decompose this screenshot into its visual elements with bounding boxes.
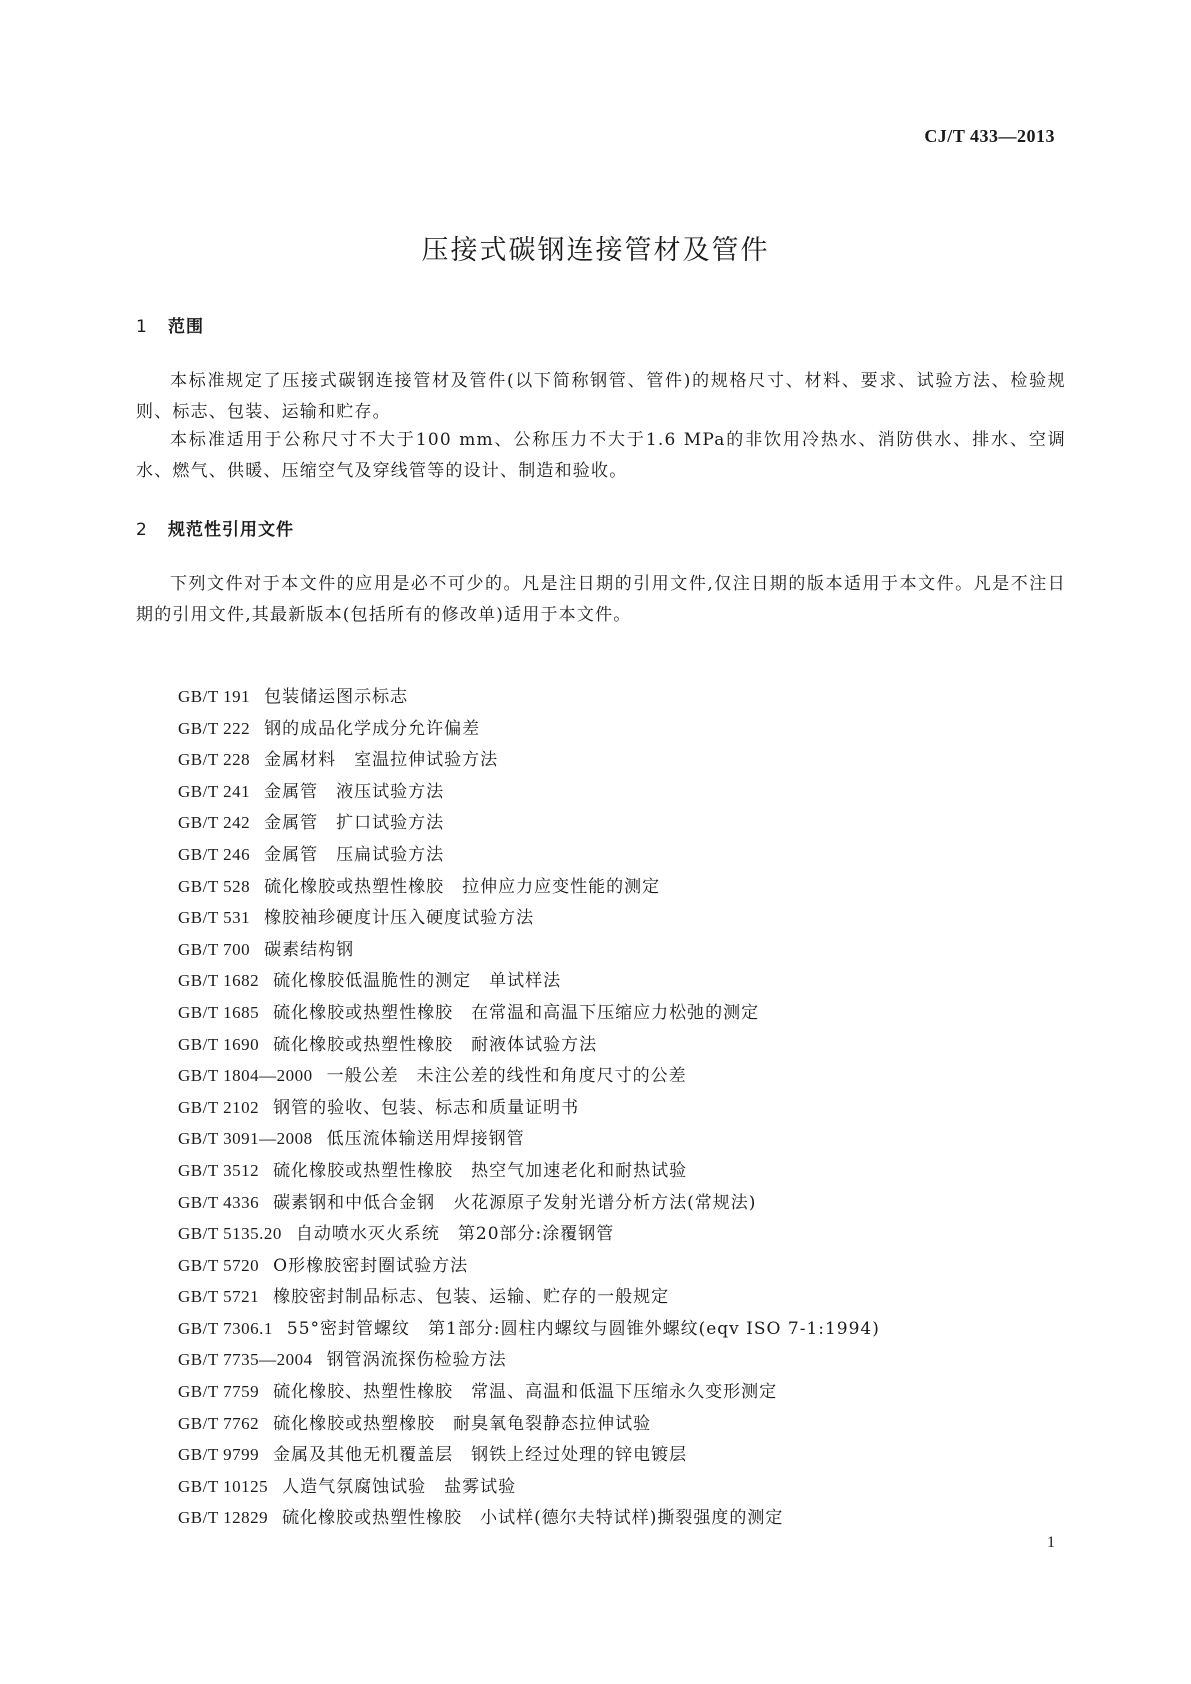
reference-item: [178, 1187, 880, 1219]
reference-code: GB/T 3091—2008: [178, 1129, 313, 1149]
reference-title: 硫化橡胶或热塑性橡胶 耐液体试验方法: [273, 1034, 598, 1055]
reference-code: GB/T 12829: [178, 1508, 269, 1528]
reference-item: [178, 1218, 880, 1250]
reference-code: GB/T 191: [178, 687, 251, 706]
reference-title: 钢的成品化学成分允许偏差: [264, 718, 481, 739]
reference-title: 金属管 压扁试验方法: [264, 844, 445, 865]
reference-code: GB/T 3512: [178, 1160, 260, 1180]
reference-code: GB/T 7759: [178, 1382, 260, 1402]
reference-title: 金属管 扩口试验方法: [264, 813, 445, 834]
reference-title: 低压流体输送用焊接钢管: [326, 1129, 525, 1150]
reference-item: [178, 965, 880, 997]
section-number: 1: [136, 317, 148, 337]
section-title: 规范性引用文件: [168, 520, 294, 540]
normative-references-intro: 下列文件对于本文件的应用是必不可少的。凡是注日期的引用文件,仅注日期的版本适用于本文件。凡是不注日期的引用文件,其最新版本(包括所有的修改单)适用于本文件。: [136, 574, 1066, 625]
section-1-heading: [136, 312, 204, 337]
reference-item: [178, 1313, 880, 1345]
reference-code: GB/T 241: [178, 781, 251, 801]
reference-code: GB/T 700: [178, 939, 251, 959]
reference-item: [178, 871, 880, 903]
reference-item: [178, 1029, 880, 1061]
section-number: 2: [136, 520, 148, 540]
scope-paragraph-1: 本标准规定了压接式碳钢连接管材及管件(以下简称钢管、管件)的规格尺寸、材料、要求、试验方法、检验规则、标志、包装、运输和贮存。: [136, 371, 1066, 422]
reference-item: [178, 713, 880, 745]
reference-code: GB/T 5720: [178, 1255, 260, 1275]
reference-title: 人造气氛腐蚀试验 盐雾试验: [282, 1476, 517, 1497]
reference-code: GB/T 4336: [178, 1192, 260, 1212]
reference-item: [178, 744, 880, 776]
reference-item: [178, 839, 880, 871]
reference-item: [178, 1408, 880, 1440]
reference-code: GB/T 2102: [178, 1097, 260, 1117]
reference-code: GB/T 1685: [178, 1002, 260, 1022]
reference-title: 包装储运图示标志: [264, 687, 409, 707]
document-title: 压接式碳钢连接管材及管件: [421, 235, 770, 266]
reference-item: [178, 1155, 880, 1187]
reference-item: [178, 934, 880, 966]
reference-title: 硫化橡胶或热塑橡胶 耐臭氧龟裂静态拉伸试验: [273, 1413, 652, 1434]
reference-item: [178, 902, 880, 934]
reference-title: 55°密封管螺纹 第1部分:圆柱内螺纹与圆锥外螺纹(eqv ISO 7-1:1994): [286, 1318, 880, 1339]
reference-code: GB/T 1690: [178, 1034, 260, 1054]
reference-item: [178, 1502, 880, 1534]
reference-code: GB/T 7306.1: [178, 1318, 273, 1338]
reference-item: [178, 681, 880, 713]
reference-code: GB/T 531: [178, 908, 251, 928]
reference-code: GB/T 7735—2004: [178, 1350, 313, 1370]
reference-title: 碳素结构钢: [264, 939, 355, 960]
reference-item: [178, 1376, 880, 1408]
reference-title: 一般公差 未注公差的线性和角度尺寸的公差: [326, 1066, 687, 1087]
reference-item: [178, 1060, 880, 1092]
reference-item: [178, 1471, 880, 1503]
reference-title: 硫化橡胶或热塑性橡胶 拉伸应力应变性能的测定: [264, 876, 661, 897]
section-2-heading: [136, 515, 294, 540]
reference-title: 硫化橡胶、热塑性橡胶 常温、高温和低温下压缩永久变形测定: [273, 1382, 778, 1403]
reference-title: 金属材料 室温拉伸试验方法: [264, 750, 499, 771]
reference-title: 金属及其他无机覆盖层 钢铁上经过处理的锌电镀层: [273, 1445, 688, 1466]
reference-title: 硫化橡胶或热塑性橡胶 小试样(德尔夫特试样)撕裂强度的测定: [282, 1508, 784, 1529]
reference-title: 硫化橡胶或热塑性橡胶 热空气加速老化和耐热试验: [273, 1160, 688, 1181]
reference-item: [178, 807, 880, 839]
page-number: 1: [1047, 1534, 1055, 1551]
reference-list: [178, 681, 880, 1534]
reference-code: GB/T 246: [178, 844, 251, 864]
reference-code: GB/T 228: [178, 750, 251, 770]
reference-item: [178, 1092, 880, 1124]
reference-title: 钢管的验收、包装、标志和质量证明书: [273, 1097, 580, 1118]
reference-title: 硫化橡胶低温脆性的测定 单试样法: [273, 971, 562, 992]
reference-code: GB/T 10125: [178, 1476, 269, 1496]
reference-title: O形橡胶密封圈试验方法: [273, 1255, 469, 1276]
reference-title: 金属管 液压试验方法: [264, 781, 445, 802]
reference-code: GB/T 242: [178, 813, 251, 833]
reference-item: [178, 1439, 880, 1471]
reference-title: 自动喷水灭火系统 第20部分:涂覆钢管: [295, 1224, 615, 1245]
reference-item: [178, 1123, 880, 1155]
reference-title: 钢管涡流探伤检验方法: [326, 1350, 507, 1371]
reference-title: 橡胶袖珍硬度计压入硬度试验方法: [264, 908, 535, 929]
reference-code: GB/T 7762: [178, 1413, 260, 1433]
reference-title: 橡胶密封制品标志、包装、运输、贮存的一般规定: [273, 1287, 670, 1308]
reference-code: GB/T 5135.20: [178, 1224, 282, 1244]
reference-code: GB/T 222: [178, 718, 251, 738]
reference-title: 硫化橡胶或热塑性橡胶 在常温和高温下压缩应力松弛的测定: [273, 1002, 760, 1023]
reference-code: GB/T 5721: [178, 1287, 260, 1307]
reference-title: 碳素钢和中低合金钢 火花源原子发射光谱分析方法(常规法): [273, 1192, 757, 1213]
reference-code: GB/T 1682: [178, 971, 260, 991]
scope-paragraph-2: 本标准适用于公称尺寸不大于100 mm、公称压力不大于1.6 MPa的非饮用冷热水、消防供水、排水、空调水、燃气、供暖、压缩空气及穿线管等的设计、制造和验收。: [136, 430, 1066, 481]
reference-item: [178, 997, 880, 1029]
reference-item: [178, 1250, 880, 1282]
section-title: 范围: [168, 317, 204, 337]
reference-item: [178, 1281, 880, 1313]
reference-item: [178, 776, 880, 808]
reference-code: GB/T 528: [178, 876, 251, 896]
reference-item: [178, 1344, 880, 1376]
reference-code: GB/T 1804—2000: [178, 1066, 313, 1086]
standard-code: CJ/T 433—2013: [924, 126, 1055, 146]
reference-code: GB/T 9799: [178, 1445, 260, 1465]
